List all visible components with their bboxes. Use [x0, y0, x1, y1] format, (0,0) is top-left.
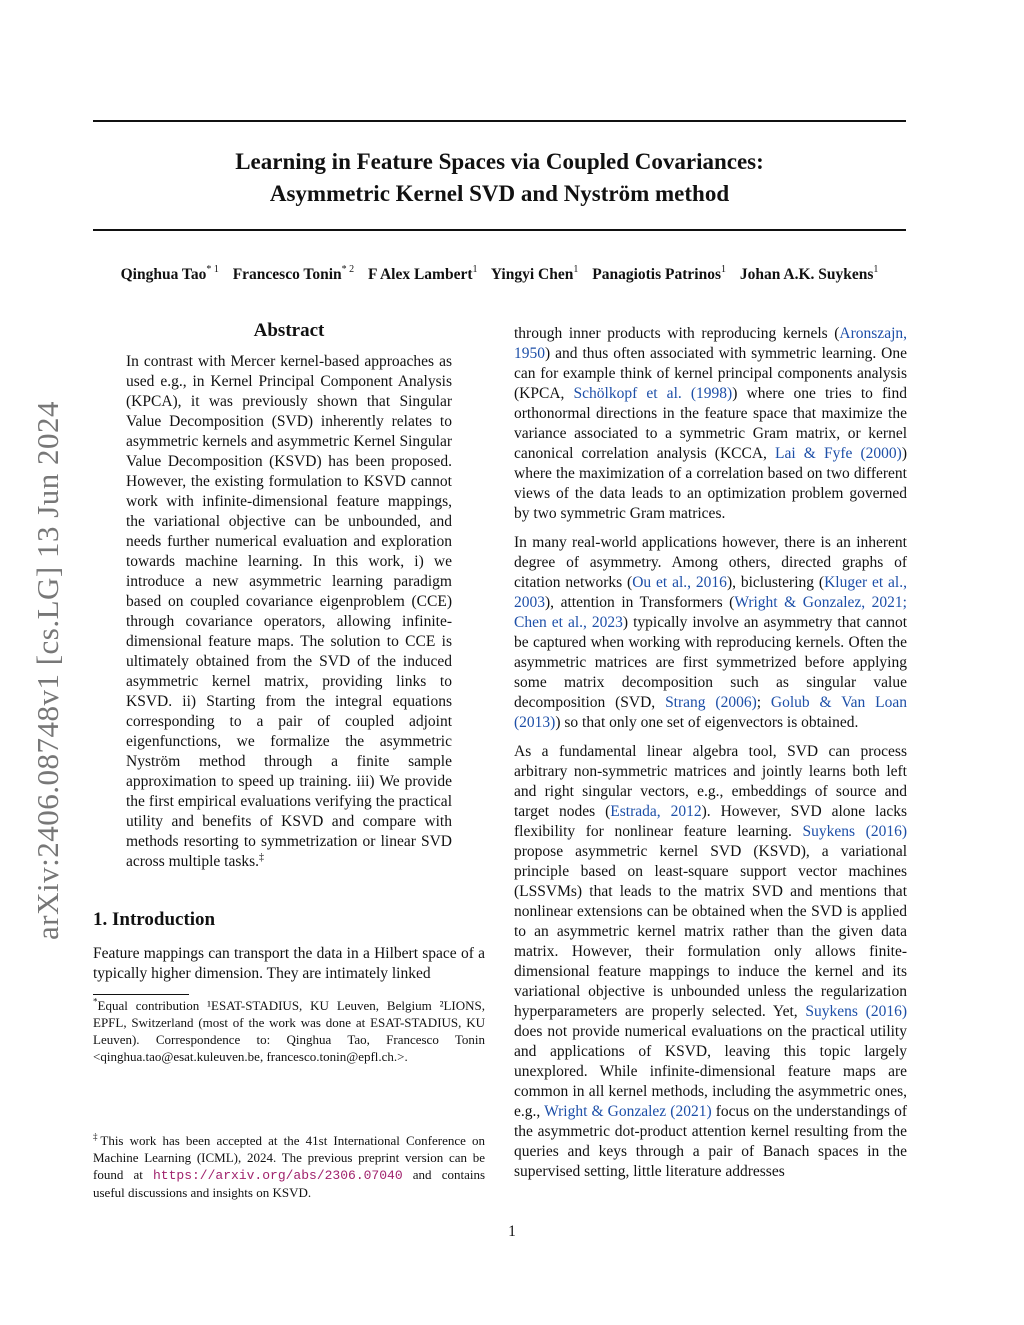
- citation-link[interactable]: Aronszajn, 1950: [514, 325, 907, 362]
- author-name: Yingyi Chen: [490, 266, 574, 283]
- citation-link[interactable]: Strang (2006): [665, 694, 757, 711]
- citation-link[interactable]: Kluger et al., 2003: [514, 574, 907, 611]
- citation-link[interactable]: Lai & Fyfe (2000): [775, 445, 902, 462]
- paragraph-svd: As a fundamental linear algebra tool, SVD can process arbitrary non-symmetric matrices and jointly learns both left and right singular vectors, e.g., embeddings of source and target nodes (Estrada, 2012). However, SVD alone lacks flexibility for nonlinear feature learning. Suykens (2016) propose asymmetric kernel SVD (KSVD), a variational principle based on least-square support vector machines (LSSVMs) that leads to the matrix SVD and mentions that nonlinear extensions can be obtained when the SVD is applied to an asymmetric kernel matrix rather than the given data matrix. However, their formulation only allows finite-dimensional feature mappings to induce the kernel and its variational objective is unbounded unless the regularization hyperparameters are properly selected. Yet, Suykens (2016) does not provide numerical evaluations on the practical utility and applications of KSVD, leaving this topic largely unexplored. While infinite-dimensional feature maps are common in all kernel methods, including the asymmetric ones, e.g., Wright & Gonzalez (2021) focus on the understandings of the asymmetric dot-product attention kernel resulting from the queries and keys through a pair of Banach spaces in the supervised setting, little literature addresses: [514, 743, 907, 1180]
- author-name: Francesco Tonin: [232, 266, 342, 283]
- footnote-marker: ‡: [93, 1131, 101, 1142]
- abstract-body: [126, 352, 452, 872]
- author-name: Johan A.K. Suykens: [739, 266, 874, 283]
- intro-paragraph: Feature mappings can transport the data in a Hilbert space of a typically higher dimension. They are intimately linked: [93, 945, 485, 982]
- author-name: F Alex Lambert: [368, 266, 473, 283]
- paragraph-kernels: through inner products with reproducing kernels (Aronszajn, 1950) and thus often associated with symmetric learning. One can for example think of kernel principal components analysis (KPCA, Schölkopf et al. (1998)) where one tries to find orthonormal directions in the feature space that maximize the variance associated to a symmetric Gram matrix, or kernel canonical correlation analysis (KCCA, Lai & Fyfe (2000)) where the maximization of a correlation based on two different views of the data leads to an optimization problem governed by two symmetric Gram matrices.: [514, 325, 907, 522]
- footnote-icml: [93, 1132, 485, 1201]
- preprint-link[interactable]: https://arxiv.org/abs/2306.07040: [153, 1168, 403, 1183]
- author-affiliation: * 2: [341, 264, 355, 275]
- author-name: Panagiotis Patrinos: [592, 266, 721, 283]
- title-line-1: Learning in Feature Spaces via Coupled Covariances:: [235, 149, 764, 174]
- citation-link[interactable]: Golub & Van Loan (2013): [514, 694, 908, 731]
- footnote-affiliations: [93, 997, 485, 1065]
- paragraph-asymmetry: In many real-world applications however, there is an inherent degree of asymmetry. Among others, directed graphs of citation networks (Ou et al., 2016), biclustering (Kluger et al., 2003), attention in Transformers (Wright & Gonzalez, 2021; Chen et al., 2023) typically involve an asymmetry that cannot be captured when working with reproducing kernels. Often the asymmetric matrices are first symmetrized before applying some matrix decomposition such as singular value decomposition (SVD, Strang (2006); Golub & Van Loan (2013)) so that only one set of eigenvectors is obtained.: [514, 534, 908, 731]
- title-line-2: Asymmetric Kernel SVD and Nyström method: [269, 181, 730, 206]
- citation-link[interactable]: Wright & Gonzalez (2021): [544, 1103, 712, 1120]
- author-name: Qinghua Tao: [120, 266, 207, 283]
- abstract-text: In contrast with Mercer kernel-based approaches as used e.g., in Kernel Principal Component Analysis (KPCA), it was previously shown that Singular Value Decomposition (SVD) inherently relates to asymmetric kernels and asymmetric Kernel Singular Value Decomposition (KSVD) has been proposed. However, the existing formulation to KSVD cannot work with infinite-dimensional feature mappings, the variational objective can be unbounded, and needs further numerical evaluation and exploration towards machine learning. In this work, i) we introduce a new asymmetric learning paradigm based on coupled covariance eigenproblem (CCE) through covariance operators, allowing infinite-dimensional feature maps. The solution to CCE is ultimately obtained from the SVD of the induced asymmetric kernel matrix, providing links to KSVD. ii) Starting from the integral equations corresponding to a pair of coupled adjoint eigenfunctions, we formalize the asymmetric Nyström method through a finite sample approximation to speed up training. iii) We provide the first empirical evaluations verifying the practical utility and benefits of KSVD and compare with methods resorting to symmetrization or linear SVD across multiple tasks.: [126, 353, 452, 870]
- paper-title: [93, 146, 906, 210]
- citation-link[interactable]: Schölkopf et al. (1998): [573, 385, 733, 402]
- title-rule-top: [93, 120, 906, 122]
- citation-link[interactable]: Ou et al., 2016: [632, 574, 727, 591]
- footnote-text: This work has been accepted at the 41st International Conference on Machine Learning (ICML), 2024. The previous preprint version can be found at: [93, 1133, 486, 1182]
- author-list: [93, 265, 906, 285]
- author-affiliation: 1: [720, 264, 726, 275]
- title-rule-bottom: [93, 229, 906, 231]
- footnote-marker: *: [93, 996, 98, 1007]
- section-heading-introduction: 1. Introduction: [93, 909, 216, 930]
- citation-link[interactable]: Wright & Gonzalez, 2021; Chen et al., 2023: [514, 594, 907, 631]
- footnote-text: Equal contribution ¹ESAT-STADIUS, KU Leuven, Belgium ²LIONS, EPFL, Switzerland (most of the work was done at ESAT-STADIUS, KU Leuven). Correspondence to: Qinghua Tao, Francesco Tonin <qinghua.tao@esat.kuleuven.be, francesco.tonin@epfl.ch.>.: [93, 998, 485, 1064]
- citation-link[interactable]: Estrada, 2012: [610, 803, 702, 820]
- author-affiliation: 1: [873, 264, 879, 275]
- footnote-rule: [93, 994, 189, 995]
- citation-link[interactable]: Suykens (2016): [805, 1003, 907, 1020]
- author-affiliation: 1: [573, 264, 579, 275]
- arxiv-sidebar-stamp: arXiv:2406.08748v1 [cs.LG] 13 Jun 2024: [30, 400, 65, 940]
- abstract-footnote-marker: ‡: [259, 851, 265, 863]
- author-affiliation: * 1: [206, 264, 219, 275]
- author-affiliation: 1: [472, 264, 478, 275]
- abstract-heading: Abstract: [253, 320, 325, 341]
- right-column: [514, 324, 907, 1191]
- footnote-text: and contains useful discussions and insights on KSVD.: [93, 1167, 486, 1200]
- citation-link[interactable]: Suykens (2016): [802, 823, 907, 840]
- page-number: 1: [508, 1223, 516, 1240]
